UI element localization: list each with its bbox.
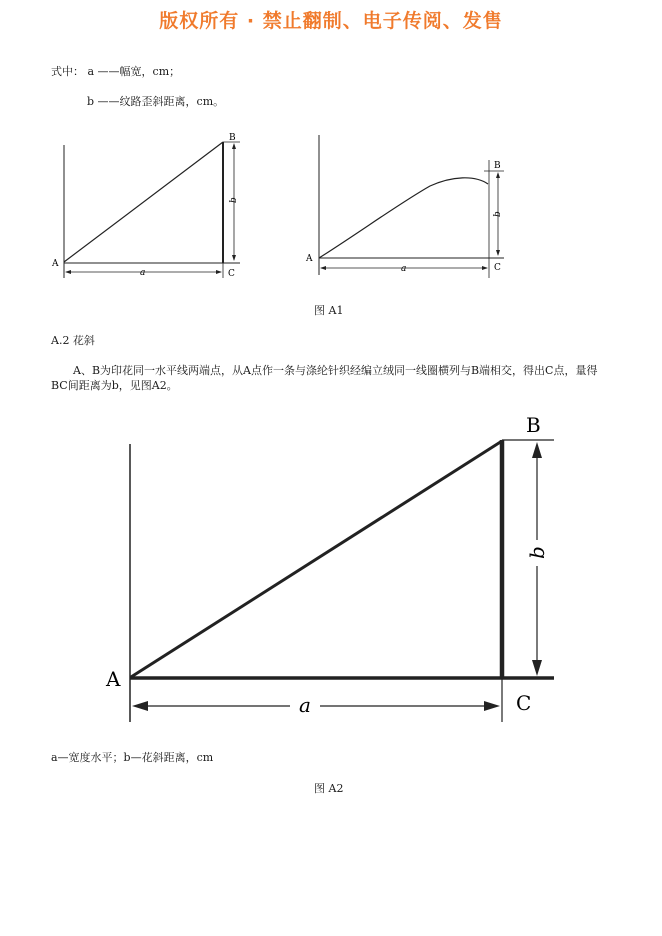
figure-a2-caption: 图 A2 [314,782,344,795]
a1l-label-a: A [52,259,59,269]
a2-label-b: B [526,413,541,437]
a2-hypotenuse [131,441,502,677]
a2-dim-b: b [525,546,549,559]
a1r-label-b: B [494,161,501,171]
figure-a1-caption: 图 A1 [314,304,344,317]
a1l-dim-b: b [229,197,239,203]
formula-note-a: 式中： a ——幅宽，cm； [51,65,181,78]
a2-a-arrow-left [132,701,148,711]
a2-b-arrow-up [532,442,542,458]
figure-a2-legend: a—宽度水平；b—花斜距离，cm [51,751,214,764]
a1l-label-b: B [229,133,236,143]
a1l-dim-a: a [140,268,146,278]
a1r-label-a: A [306,254,313,264]
copyright-watermark: 版权所有 · 禁止翻制、电子传阅、发售 [159,10,503,32]
a2-label-a: A [106,667,121,691]
section-paragraph: A、B为印花同一水平线两端点，从A点作一条与涤纶针织经编立绒同一线圈横列与B端相交，得出C点，量得BC间距离为b，见图A2。 [51,364,598,392]
a1r-dim-b: b [493,211,503,217]
a2-dim-a: a [299,693,311,717]
a1r-dim-a: a [401,264,407,274]
formula-note-b: b ——纹路歪斜距离，cm。 [87,95,225,108]
a2-label-c: C [516,691,532,715]
section-heading: A.2 花斜 [51,334,95,347]
a1r-label-c: C [494,263,501,273]
a2-b-arrow-down [532,660,542,676]
a1l-label-c: C [228,269,235,279]
a2-a-arrow-right [484,701,500,711]
